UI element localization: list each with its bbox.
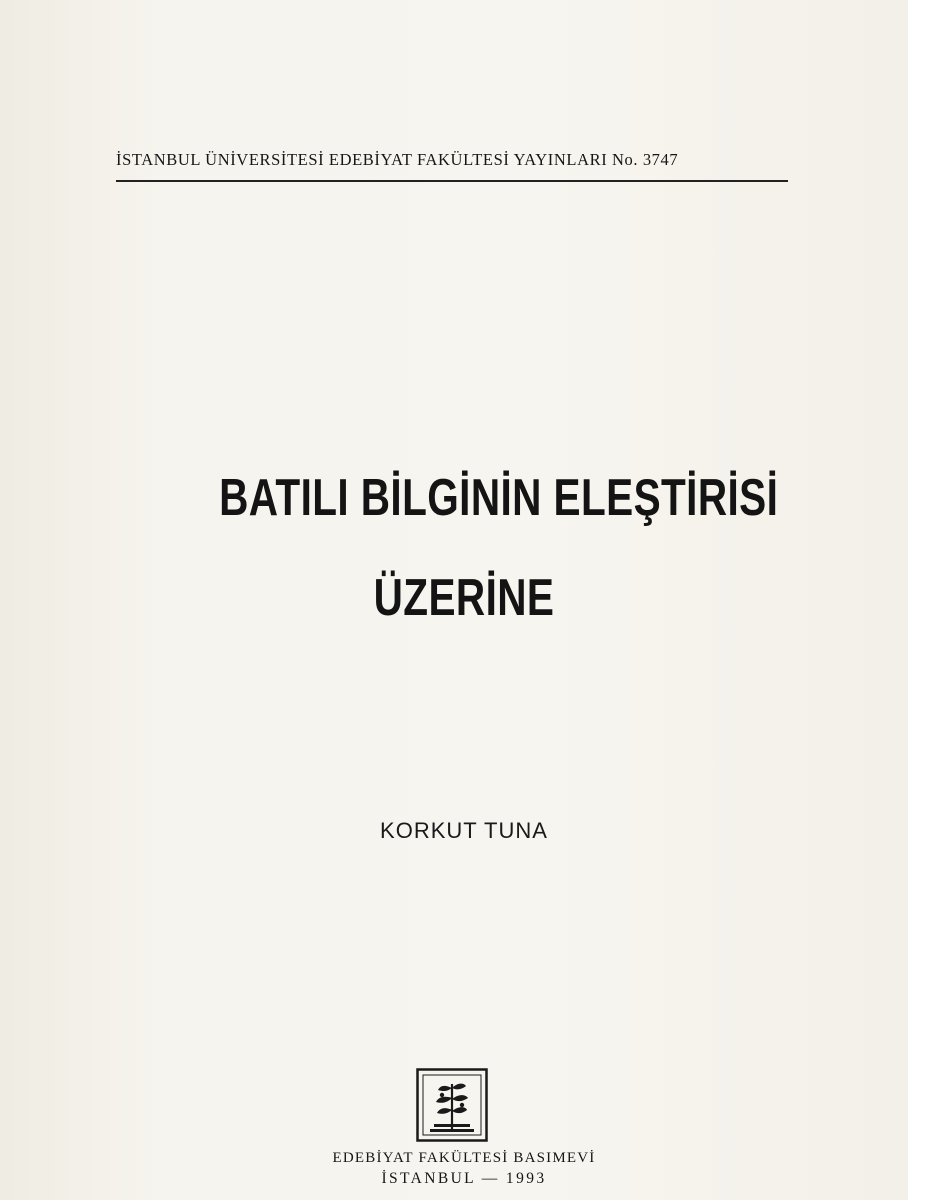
publisher-name: EDEBİYAT FAKÜLTESİ BASIMEVİ — [332, 1150, 596, 1166]
page-margin — [908, 0, 928, 1200]
book-title-line-2: ÜZERİNE — [373, 569, 555, 627]
author-name: KORKUT TUNA — [380, 818, 548, 843]
olive-branch-press-icon — [416, 1068, 488, 1142]
header-rule — [116, 180, 788, 182]
publication-city-year: İSTANBUL — 1993 — [381, 1170, 547, 1187]
book-title-line-1: BATILI BİLGİNİN ELEŞTİRİSİ — [219, 469, 779, 527]
series-header: İSTANBUL ÜNİVERSİTESİ EDEBİYAT FAKÜLTESİ YAYINLARI No. 3747 — [116, 150, 679, 169]
